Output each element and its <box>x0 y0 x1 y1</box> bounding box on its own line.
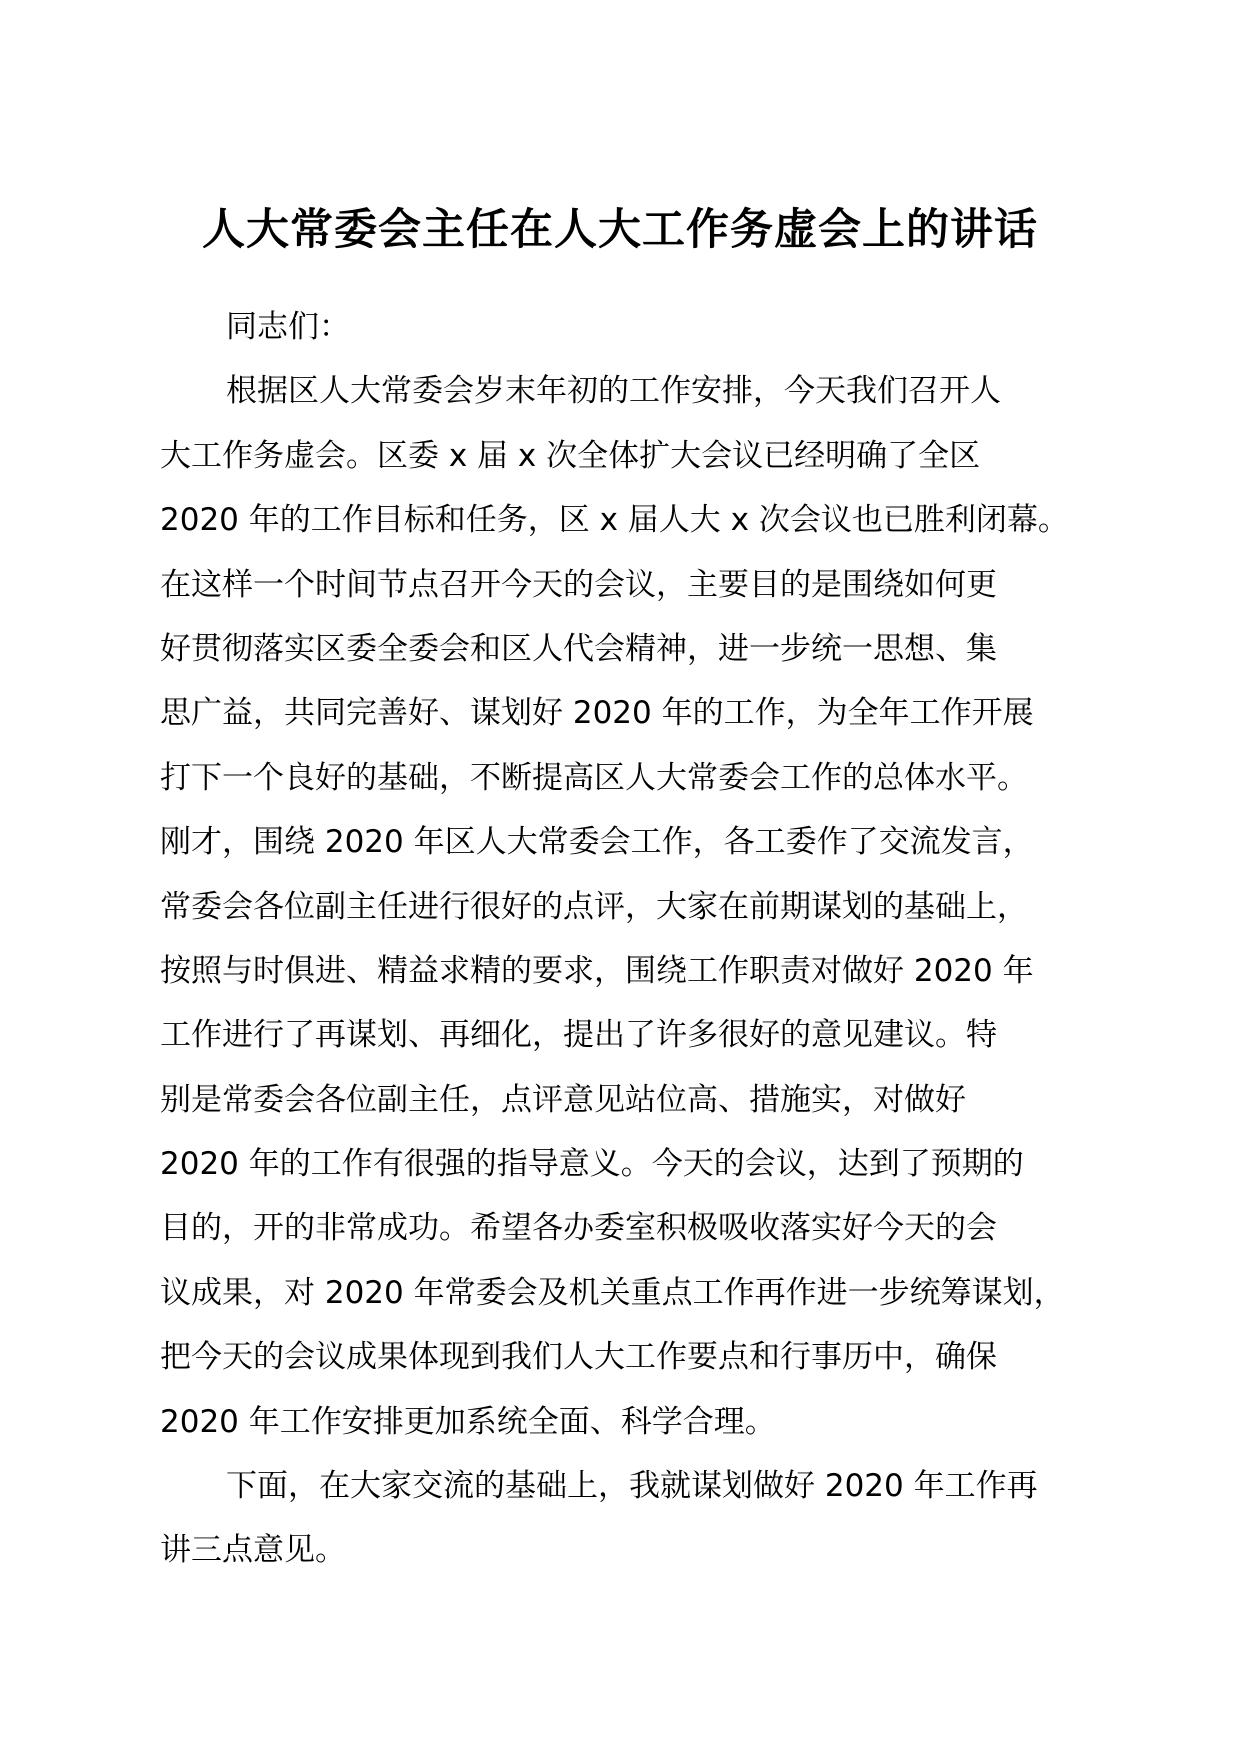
paragraph-line: 在这样一个时间节点召开今天的会议，主要目的是围绕如何更 <box>160 566 997 603</box>
salutation-line: 同志们： <box>226 309 350 345</box>
paragraph-line: 大工作务虚会。区委 x 届 x 次全体扩大会议已经明确了全区 <box>160 437 981 474</box>
paragraph-line: 目的，开的非常成功。希望各办委室积极吸收落实好今天的会 <box>160 1210 997 1247</box>
paragraph-line: 常委会各位副主任进行很好的点评，大家在前期谋划的基础上， <box>160 888 1028 925</box>
paragraph-line: 工作进行了再谋划、再细化，提出了许多很好的意见建议。特 <box>160 1017 997 1054</box>
paragraph-line: 刚才，围绕 2020 年区人大常委会工作，各工委作了交流发言， <box>160 824 1034 861</box>
paragraph-line: 按照与时俱进、精益求精的要求，围绕工作职责对做好 2020 年 <box>160 952 1034 989</box>
paragraph-line: 2020 年的工作目标和任务，区 x 届人大 x 次会议也已胜利闭幕。 <box>160 502 1069 539</box>
paragraph-line: 2020 年的工作有很强的指导意义。今天的会议，达到了预期的 <box>160 1146 1024 1183</box>
paragraph-line: 把今天的会议成果体现到我们人大工作要点和行事历中，确保 <box>160 1339 997 1376</box>
document-body <box>160 295 1120 1583</box>
paragraph-line: 别是常委会各位副主任，点评意见站位高、措施实，对做好 <box>160 1081 966 1118</box>
paragraph-line: 2020 年工作安排更加系统全面、科学合理。 <box>160 1403 776 1440</box>
document-title: 人大常委会主任在人大工作务虚会上的讲话 <box>202 205 1038 255</box>
paragraph-line: 好贯彻落实区委全委会和区人代会精神，进一步统一思想、集 <box>160 630 997 667</box>
paragraph-line: 根据区人大常委会岁末年初的工作安排，今天我们召开人 <box>226 373 1001 410</box>
paragraph-line: 打下一个良好的基础，不断提高区人大常委会工作的总体水平。 <box>160 759 1028 796</box>
paragraph-line: 议成果，对 2020 年常委会及机关重点工作再作进一步统筹谋划， <box>160 1274 1065 1311</box>
paragraph-line: 思广益，共同完善好、谋划好 2020 年的工作，为全年工作开展 <box>160 695 1034 732</box>
paragraph-line: 讲三点意见。 <box>160 1532 346 1569</box>
paragraph-line: 下面，在大家交流的基础上，我就谋划做好 2020 年工作再 <box>226 1468 1038 1505</box>
